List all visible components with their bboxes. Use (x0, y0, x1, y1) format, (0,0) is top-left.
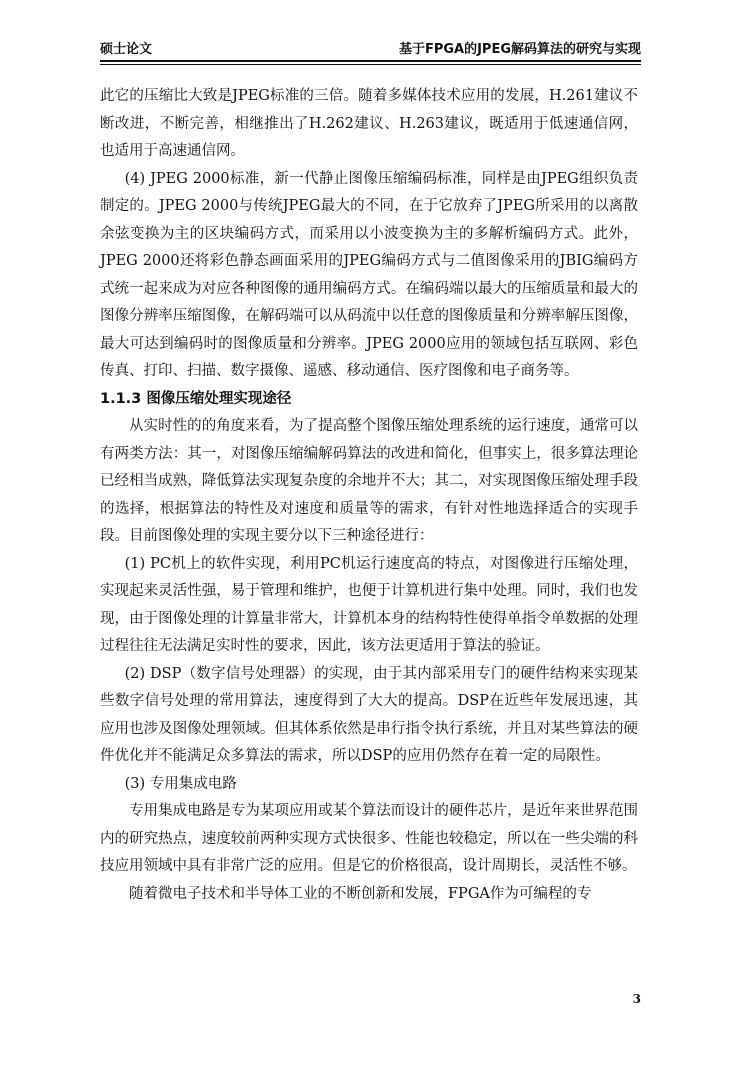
header-rule-thin (100, 64, 641, 65)
running-header (100, 38, 641, 60)
page-number: 3 (632, 992, 641, 1006)
header-thesis-title: 基于FPGA的JPEG解码算法的研究与实现 (398, 42, 641, 57)
header-thesis-type: 硕士论文 (100, 42, 153, 57)
paragraph-dsp: (2) DSP（数字信号处理器）的实现，由于其内部采用专门的硬件结构来实现某些数字信号处理的常用算法，速度得到了大大的提高。DSP在近些年发展迅速，其应用也涉及图像处理领域。但其体系依然是串行指令执行系统，并且对某些算法的硬件优化并不能满足众多算法的需求，所以DSP的应用仍然存在着一定的局限性。 (100, 665, 638, 764)
header-rule-thick (100, 60, 641, 62)
paragraph-fpga: 随着微电子技术和半导体工业的不断创新和发展，FPGA作为可编程的专 (129, 885, 592, 902)
paragraph-asic: 专用集成电路是专为某项应用或某个算法而设计的硬件芯片，是近年来世界范围内的研究热点，速度较前两种实现方式快很多、性能也较稳定，所以在一些尖端的科技应用领域中具有非常广泛的应用。但是它的价格很高，设计周期长，灵活性不够。 (100, 803, 638, 874)
paragraph-continued: 此它的压缩比大致是JPEG标准的三倍。随着多媒体技术应用的发展，H.261建议不断改进，不断完善，相继推出了H.262建议、H.263建议，既适用于低速通信网，也适用于高速通信网。 (100, 88, 638, 159)
paragraph-realtime: 从实时性的的角度来看，为了提高整个图像压缩处理系统的运行速度，通常可以有两类方法：其一，对图像压缩编解码算法的改进和简化，但事实上，很多算法理论已经相当成熟，降低算法实现复杂度的余地并不大；其二，对实现图像压缩处理手段的选择，根据算法的特性及对速度和质量等的需求，有针对性地选择适合的实现手段。目前图像处理的实现主要分以下三种途径进行： (100, 418, 638, 544)
section-heading: 1.1.3 图像压缩处理实现途径 (100, 390, 292, 407)
body-text (100, 83, 638, 908)
paragraph-jpeg2000: (4) JPEG 2000标准，新一代静止图像压缩编码标准，同样是由JPEG组织负责制定的。JPEG 2000与传统JPEG最大的不同，在于它放弃了JPEG所采用的以离散余弦变换为主的区块编码方式，而采用以小波变换为主的多解析编码方式。此外，JPEG 2000还将彩色静态画面采用的JPEG编码方式与二值图像采用的JBIG编码方式统一起来成为对应各种图像的通用编码方式。在编码端以最大的压缩质量和最大的图像分辨率压缩图像，在解码端可以从码流中以任意的图像质量和分辨率解压图像，最大可达到编码时的图像质量和分辨率。JPEG 2000应用的领域包括互联网、彩色传真、打印、扫描、数字摄像、遥感、移动通信、医疗图像和电子商务等。 (100, 170, 638, 379)
paragraph-pc-software: (1) PC机上的软件实现，利用PC机运行速度高的特点，对图像进行压缩处理，实现起来灵活性强，易于管理和维护，也便于计算机进行集中处理。同时，我们也发现，由于图像处理的计算量非常大，计算机本身的结构特性使得单指令单数据的处理过程往往无法满足实时性的要求，因此，该方法更适用于算法的验证。 (100, 555, 638, 654)
subheading-asic: (3) 专用集成电路 (124, 775, 237, 792)
